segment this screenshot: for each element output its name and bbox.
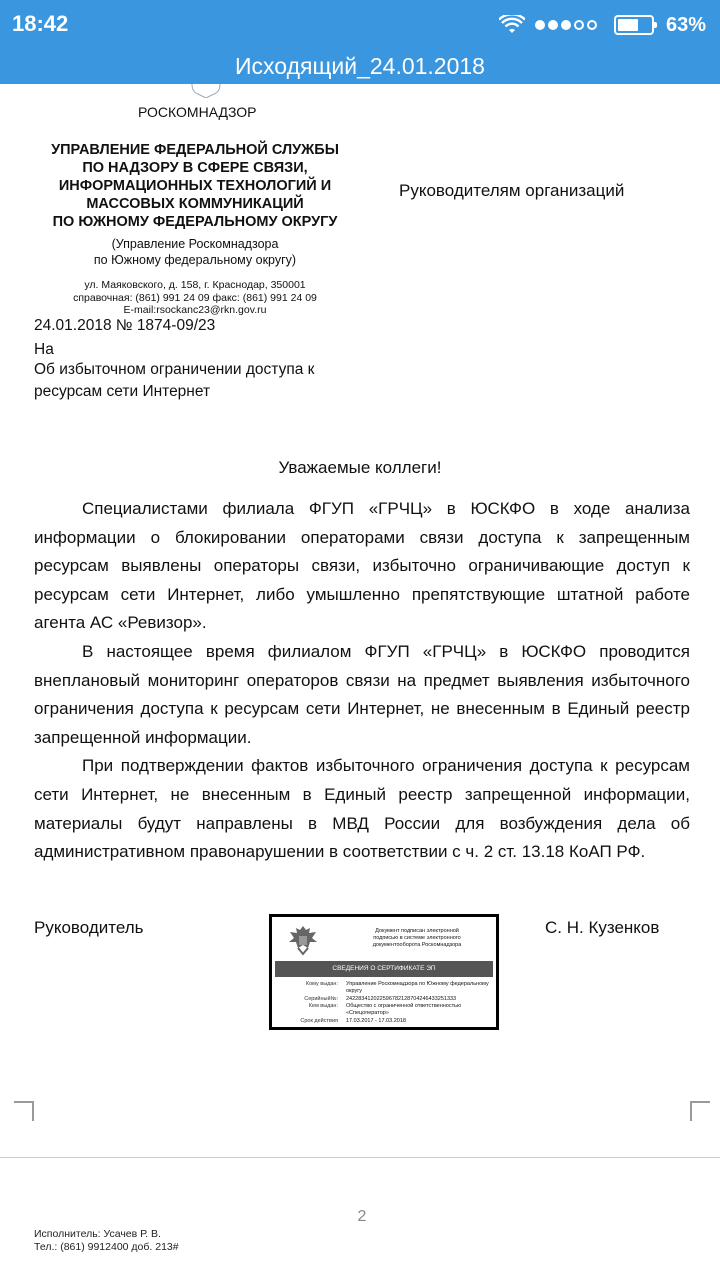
org-short-paren: (Управление Роскомнадзора по Южному федеральному округу) — [93, 237, 297, 267]
app-header — [0, 0, 720, 84]
org-short-name: РОСКОМНАДЗОР — [138, 104, 257, 120]
signal-dots-icon — [535, 20, 600, 30]
signature-name: С. Н. Кузенков — [545, 918, 660, 937]
page-corner-mark — [14, 1101, 34, 1121]
salutation: Уважаемые коллеги! — [278, 458, 442, 477]
stamp-row: Срок действия 17.03.2017 - 17.03.2018 — [300, 1018, 406, 1024]
status-icons — [499, 11, 706, 39]
stamp-row: Кому выдан: Управление Роскомнадзора по Южному федеральному округу — [305, 981, 489, 994]
battery-percent: 63% — [665, 13, 706, 36]
e-signature-stamp — [269, 914, 499, 1030]
paragraph: При подтверждении фактов избыточного ограничения доступа к ресурсам сети Интернет, не внесенным в Единый реестр запрещенной информации, материалы будут направлены в МВД России для возбуждения дела об административном правонарушении в соответствии с ч. 2 ст. 13.18 КоАП РФ. — [34, 756, 690, 862]
stamp-notice: Документ подписан электронной подписью в системе электронного документооборота Роскомнадзора — [372, 928, 462, 948]
stamp-row: Кем выдан: Общество с ограниченной ответственностью «Спецоператор» — [308, 1003, 462, 1016]
stamp-row: Серийный№: 242283412022596782128704246433251333 — [304, 996, 457, 1002]
emblem-icon — [188, 84, 224, 98]
wifi-icon — [499, 15, 525, 35]
status-time: 18:42 — [12, 11, 69, 36]
document-subject: Об избыточном ограничении доступа к ресурсам сети Интернет — [34, 361, 315, 400]
executor-info: Исполнитель: Усачев Р. В. Тел.: (861) 9912400 доб. 213# — [34, 1228, 179, 1253]
org-full-name: УПРАВЛЕНИЕ ФЕДЕРАЛЬНОЙ СЛУЖБЫ ПО НАДЗОРУ В СФЕРЕ СВЯЗИ, ИНФОРМАЦИОННЫХ ТЕХНОЛОГИЙ И МАССОВЫХ КОММУНИКАЦИЙ ПО ЮЖНОМУ ФЕДЕРАЛЬНОМУ ОКРУГУ — [51, 142, 339, 230]
stamp-header: СВЕДЕНИЯ О СЕРТИФИКАТЕ ЭП — [275, 961, 493, 977]
page-corner-mark — [690, 1101, 710, 1121]
document-number-date: 24.01.2018 № 1874-09/23 — [34, 317, 216, 334]
paragraph: Специалистами филиала ФГУП «ГРЧЦ» в ЮСКФО в ходе анализа информации о блокировании операторами связи доступа к запрещенным ресурсам выявлены операторы связи, избыточно ограничивающие доступ к ресурсам сети Интернет, либо умышленно препятствующие штатной работе агента АС «Ревизор». — [34, 499, 690, 633]
battery-icon — [614, 15, 654, 35]
page-separator — [0, 1157, 720, 1158]
eagle-seal-icon — [286, 924, 320, 956]
page-number: 2 — [357, 1208, 367, 1225]
reference-label: На — [34, 341, 54, 358]
signature-role: Руководитель — [34, 918, 144, 937]
recipient: Руководителям организаций — [399, 181, 625, 200]
letter-body — [34, 495, 690, 867]
paragraph: В настоящее время филиалом ФГУП «ГРЧЦ» в ЮСКФО проводится внеплановый мониторинг операторов связи на предмет выявления избыточного ограничения доступа к ресурсам сети Интернет, не внесенным в Единый реестр запрещенной информации. — [34, 641, 690, 747]
org-contacts: ул. Маяковского, д. 158, г. Краснодар, 350001 справочная: (861) 991 24 09 факс: (861) 991 24 09 E-mail:rsockanc23@rkn.gov.ru — [73, 279, 317, 316]
document-title: Исходящий_24.01.2018 — [235, 53, 485, 79]
